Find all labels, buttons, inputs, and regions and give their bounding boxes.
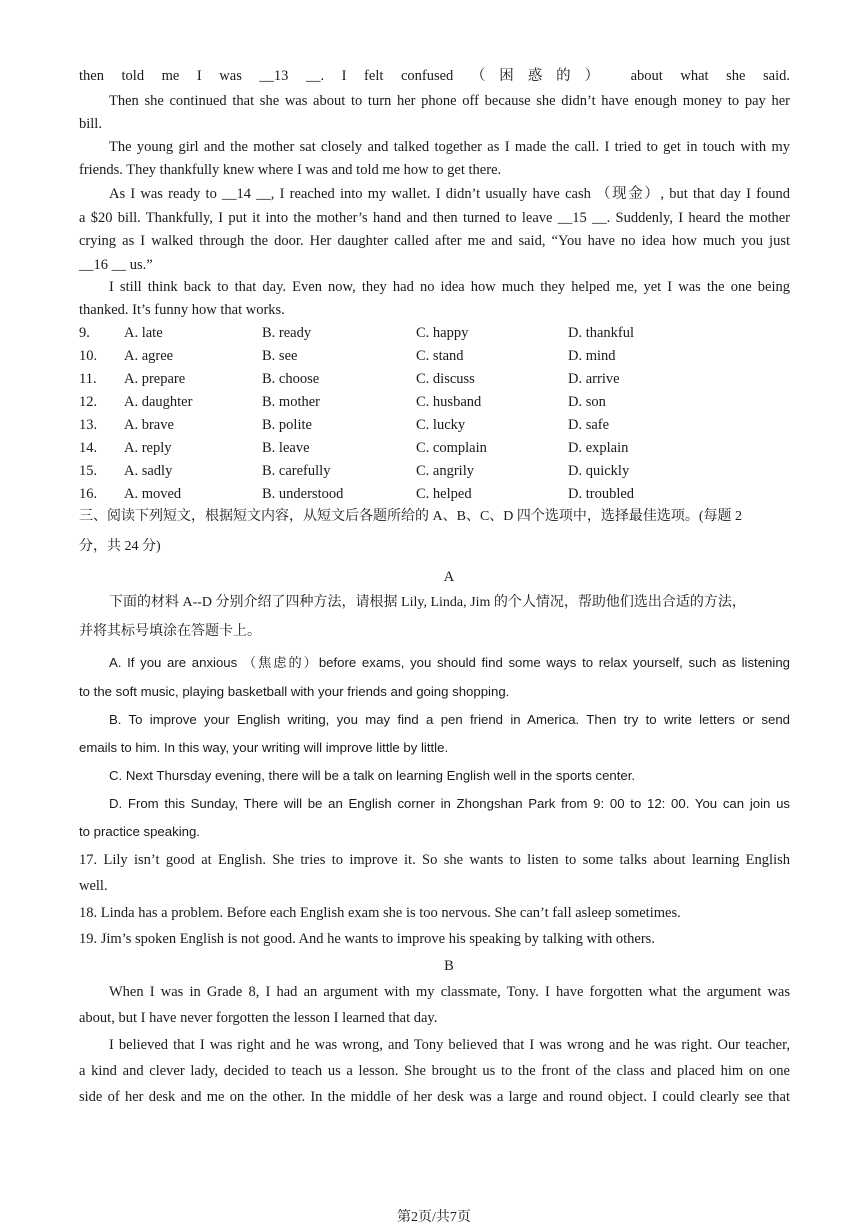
option-a: A. daughter [124,394,193,410]
option-b: B. choose [262,371,320,387]
question-number: 11. [79,371,97,387]
passage-b-line: When I was in Grade 8, I had an argument with my classmate, Tony. I have forgotten what the argument was [109,984,790,1000]
section-instruction: 分，共 24 分) [79,539,161,554]
option-b: B. ready [262,325,312,341]
passage-b-line: side of her desk and me on the other. In the middle of her desk was a large and round object. I could clearly see that [79,1089,790,1105]
passage-line: As I was ready to __14 __, I reached into my wallet. I didn’t usually have cash （现金）, but that day I found [109,186,790,202]
option-d: D. arrive [568,371,620,387]
question-number: 15. [79,463,98,479]
option-c: C. complain [416,440,487,456]
option-b: B. polite [262,417,312,433]
question-18: 18. Linda has a problem. Before each English exam she is too nervous. She can’t fall asleep sometimes. [79,905,681,921]
option-b: B. see [262,348,298,364]
option-d: D. quickly [568,463,630,479]
passage-line: thanked. It’s funny how that works. [79,302,285,318]
section-instruction: 三、阅读下列短文，根据短文内容，从短文后各题所给的 A、B、C、D 四个选项中，选择最佳选项。(每题 2 [79,509,743,524]
option-b: B. mother [262,394,320,410]
question-number: 14. [79,440,98,456]
passage-line: I still think back to that day. Even now, they had no idea how much they helped me, yet I was the one being [109,279,790,295]
question-number: 12. [79,394,98,410]
option-d: D. son [568,394,606,410]
option-d: D. thankful [568,325,635,341]
question-number: 16. [79,486,98,502]
option-d: D. troubled [568,486,635,502]
passage-line: crying as I walked through the door. Her daughter called after me and said, “You have no idea how much you just [79,233,790,249]
option-a: A. brave [124,417,174,433]
option-d: D. mind [568,348,616,364]
option-c: C. angrily [416,463,474,479]
intro-text: 并将其标号填涂在答题卡上。 [79,624,261,639]
material-a: to the soft music, playing basketball with your friends and going shopping. [79,684,510,699]
option-d: D. safe [568,417,610,433]
material-a: A. If you are anxious （焦虑的）before exams, you should find some ways to relax yourself, such as listening [109,655,790,670]
option-d: D. explain [568,440,629,456]
option-a: A. agree [124,348,174,364]
passage-b-line: about, but I have never forgotten the lesson I learned that day. [79,1010,438,1026]
option-c: C. lucky [416,417,466,433]
passage-line: __16 __ us.” [79,257,153,273]
section-heading-b: B [444,958,454,974]
question-number: 13. [79,417,98,433]
option-c: C. husband [416,394,482,410]
passage-b-line: a kind and clever lady, decided to teach us a lesson. She brought us to the front of the class and placed him on one [79,1063,790,1079]
material-d: D. From this Sunday, There will be an English corner in Zhongshan Park from 9: 00 to 12: 00. You can join us [109,796,790,811]
passage-b-line: I believed that I was right and he was wrong, and Tony believed that I was wrong and he was right. Our teacher, [109,1037,790,1053]
passage-line: a $20 bill. Thankfully, I put it into the mother’s hand and then turned to leave __15 __. Suddenly, I heard the mother [79,210,790,226]
passage-line: bill. [79,116,102,132]
question-number: 10. [79,348,98,364]
option-a: A. prepare [124,371,186,387]
page-number-footer: 第2页/共7页 [397,1210,471,1225]
question-17: 17. Lily isn’t good at English. She tries to improve it. So she wants to listen to some talks about learning English [79,852,790,868]
intro-text: 下面的材料 A--D 分别介绍了四种方法，请根据 Lily, Linda, Jim 的个人情况，帮助他们选出合适的方法， [109,595,746,610]
option-a: A. moved [124,486,182,502]
option-c: C. happy [416,325,469,341]
option-c: C. stand [416,348,464,364]
passage-line: Then she continued that she was about to turn her phone off because she didn’t have enough money to pay her [109,93,790,109]
material-c: C. Next Thursday evening, there will be a talk on learning English well in the sports center. [109,768,636,783]
passage-line: then told me I was __13 __. I felt confused （困惑的） about what she said. [79,68,790,84]
option-c: C. helped [416,486,472,502]
question-19: 19. Jim’s spoken English is not good. And he wants to improve his speaking by talking with others. [79,931,655,947]
passage-line: The young girl and the mother sat closely and talked together as I made the call. I tried to get in touch with my [109,139,790,155]
material-d: to practice speaking. [79,824,200,839]
option-b: B. carefully [262,463,331,479]
option-c: C. discuss [416,371,475,387]
passage-line: friends. They thankfully knew where I was and told me how to get there. [79,162,502,178]
option-b: B. leave [262,440,310,456]
question-number: 9. [79,325,90,341]
option-a: A. sadly [124,463,173,479]
material-b: emails to him. In this way, your writing will improve little by little. [79,740,449,755]
option-a: A. reply [124,440,172,456]
question-17: well. [79,878,108,894]
material-b: B. To improve your English writing, you may find a pen friend in America. Then try to write letters or send [109,712,790,727]
option-b: B. understood [262,486,344,502]
section-heading-a: A [443,569,455,585]
option-a: A. late [124,325,163,341]
